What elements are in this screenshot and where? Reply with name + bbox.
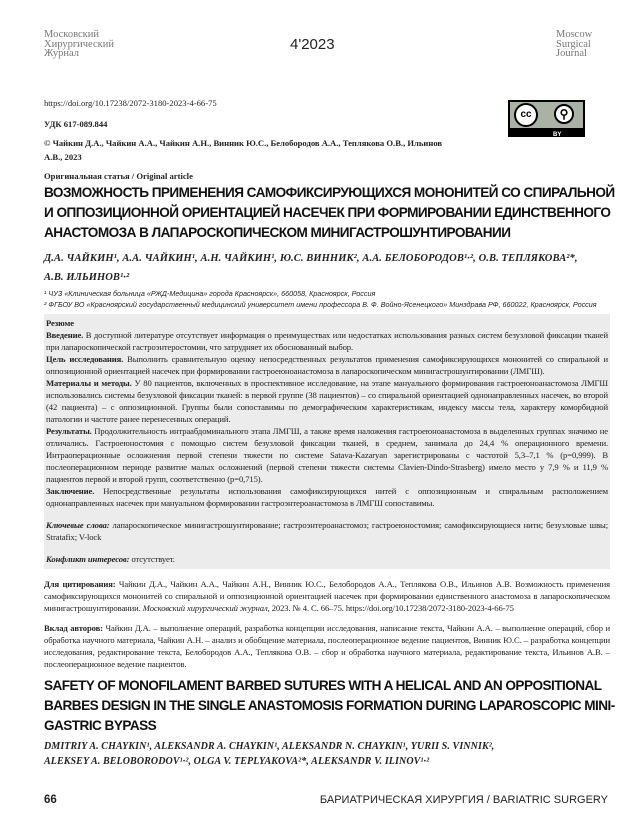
text: 2023. № 4. С. 66–75. https://doi.org/10.17238/2072-3180-2023-4-66-75 (269, 603, 514, 613)
person-icon: ⚲ (554, 104, 574, 124)
label: Результаты. (46, 426, 92, 436)
journal-logo-ru (44, 30, 114, 59)
logo-line: Хирургический (44, 38, 114, 50)
abstract-box (44, 314, 610, 569)
title-line: BARBES DESIGN IN THE SINGLE ANASTOMOSIS FORMATION DURING LAPAROSCOPIC MINI- (44, 698, 615, 713)
label: Цель исследования. (46, 354, 124, 364)
text: Продолжительность интраабдоминального этапа ЛМГШ, а также время наложения гастроеюноанастомоза в выделенных группах значимо не отличались. Гастроеюностомия с помощью систем безузловой фиксации тканей, в среднем, занимала до 24,4 % операционного времени. Интраоперационные осложнения первой степени тяжести по системе Satava-Kazaryan зарегистрированы с частотой 5,3–7,1 % (p=0,999). В послеоперационном периоде развитие малых осложнений (первой степени тяжести системы Clavien-Dindo-Strasberg) имело место у 7,9 % и 11,9 % пациентов первой и второй групп, соответственно (p=0,715). (46, 426, 608, 484)
logo-line: Journal (556, 48, 587, 59)
cc-icon: cc (514, 103, 538, 127)
abstract-methods (46, 377, 608, 425)
title-line: ВОЗМОЖНОСТЬ ПРИМЕНЕНИЯ САМОФИКСИРУЮЩИХСЯ МОНОНИТЕЙ СО СПИРАЛЬНОЙ (44, 185, 615, 200)
title-line: АНАСТОМОЗА В ЛАПАРОСКОПИЧЕСКОМ МИНИГАСТРОШУНТИРОВАНИИ (44, 225, 511, 240)
abstract-conclusion (46, 485, 608, 509)
text: отсутствует. (129, 554, 175, 564)
title-line: GASTRIC BYPASS (44, 718, 157, 733)
label: Для цитирования: (44, 579, 116, 589)
abstract-intro (46, 329, 608, 353)
title-line: И ОППОЗИЦИОННОЙ ОРИЕНТАЦИЕЙ НАСЕЧЕК ПРИ ФОРМИРОВАНИИ ЕДИНСТВЕННОГО (44, 205, 611, 220)
page-number: 66 (44, 794, 57, 806)
title-en (44, 676, 615, 736)
citation (44, 578, 610, 614)
authors-line: ALEKSEY A. BELOBORODOV¹·², OLGA V. TEPLYAKOVA²*, ALEKSANDR V. ILINOV¹·² (44, 756, 430, 767)
doi-link[interactable]: https://doi.org/10.17238/2072-3180-2023-4-66-75 (44, 98, 217, 108)
affiliations (44, 289, 610, 310)
authors-line: А.В. ИЛЬИНОВ¹·² (44, 272, 130, 283)
article-type: Оригинальная статья / Original article (44, 171, 193, 181)
journal-logo-en (556, 30, 592, 59)
section-name: БАРИАТРИЧЕСКАЯ ХИРУРГИЯ / BARIATRIC SURGERY (319, 794, 608, 806)
affiliation: ² ФГБОУ ВО «Красноярский государственный медицинский университет имени профессора В. Ф. Войно-Ясенецкого» Минздрава РФ, 660022, Красноярск, Россия (44, 299, 597, 309)
issue-number: 4'2023 (290, 36, 335, 53)
affiliation: ¹ ЧУЗ «Клиническая больница «РЖД-Медицина» города Красноярск», 660058, Красноярск, Россия (44, 289, 376, 298)
copyright: © Чайкин Д.А., Чайкин А.А., Чайкин А.Н., Винник Ю.С., Белобородов А.А., Теплякова О.В., Ильинов А.В., 2023 (44, 138, 443, 162)
article-body (44, 183, 615, 769)
label: Заключение. (46, 486, 95, 496)
label: Ключевые слова: (46, 520, 110, 530)
text: У 80 пациентов, включенных в проспективное исследование, на этапе мануального формирования гастроеюноанастомоза ЛМГШ использовались системы безузловой фиксации тканей: в первой группе (38 пациентов) – со спиральной ориентацией однонаправленных насечек, во второй (42 пациента) – с оппозиционной. Группы были сопоставимы по демографическим характеристикам, индексу массы тела, характеру коморбидной патологии и частоте ранее перенесенных операций. (46, 378, 608, 424)
by-label: BY (553, 132, 562, 138)
authors-en (44, 739, 610, 769)
logo-line: Moscow (556, 29, 593, 40)
authors-line: DMITRIY A. CHAYKIN¹, ALEKSANDR A. CHAYKIN¹, ALEKSANDR N. CHAYKIN¹, YURII S. VINNIK², (44, 741, 495, 752)
conflict-of-interest (46, 553, 608, 565)
text: Непосредственные результаты использования самофиксирующихся нитей с оппозиционным и спиральным расположением однонаправленных насечек при мануальном формировании гастроэнтероанастомоза в ЛМГШ сопоставимы. (46, 486, 608, 508)
abstract-heading: Резюме (46, 318, 74, 328)
abstract-aim (46, 353, 608, 377)
text: Чайкин Д.А., Чайкин А.А., Чайкин А.Н., Винник Ю.С., Белобородов А.А., Теплякова О.В., Ильинов А.В. Возможность применения самофиксирующихся мононитей со спиральной и оппозиционной ориентацией насечек при формировании единственного анастомоза в лапароскопическом минигастрошунтировании. (44, 579, 610, 613)
authors-ru (44, 249, 610, 287)
abstract-results (46, 425, 608, 485)
author-contribution (44, 622, 610, 670)
keywords (46, 519, 608, 543)
label: Введение. (46, 330, 84, 340)
authors-line: Д.А. ЧАЙКИН¹, А.А. ЧАЙКИН¹, А.Н. ЧАЙКИН¹, Ю.С. ВИННИК², А.А. БЕЛОБОРОДОВ¹·², О.В. ТЕПЛЯКОВА²*, (44, 253, 578, 264)
text: Выполнить сравнительную оценку непосредственных результатов применения самофиксирующихся мононитей со спиральной и оппозиционной ориентацией насечек при формировании гастроеюноанастомоза в лапароскопическом минигастрошунтировании (ЛМГШ). (46, 354, 608, 376)
label: Вклад авторов: (44, 623, 103, 633)
title-ru (44, 183, 615, 243)
cc-by-license-badge[interactable] (508, 100, 585, 137)
journal-name: Московский хирургический журнал, (142, 603, 270, 613)
logo-line: Surgical (556, 38, 591, 50)
text: лапароскопическое минигастрошунтирование; гастроэнтероанастомоз; гастроеюностомия; самофиксирующиеся нити; безузловые швы; Stratafix; V-lock (46, 520, 608, 542)
label: Конфликт интересов: (46, 554, 130, 564)
label: Материалы и методы. (46, 378, 132, 388)
logo-line: Московский (44, 29, 99, 40)
udk: УДК 617-089.844 (44, 119, 108, 129)
text: В доступной литературе отсутствует информация о преимуществах или недостатках использования разных систем безузловой фиксации тканей при лапароскопической гастроэнтеростомии, что затрудняет их обоснованный выбор. (46, 330, 608, 352)
logo-line: Журнал (44, 48, 80, 59)
title-line: SAFETY OF MONOFILAMENT BARBED SUTURES WITH A HELICAL AND AN OPPOSITIONAL (44, 678, 602, 693)
text: Чайкин Д.А. – выполнение операций, разработка концепции исследования, написание текста, Чайкин А.А. – выполнение операций, сбор и обработка научного материала, Чайкин А.Н. – анализ и обобщение материала, послеоперационное ведение пациентов, Винник Ю.С. – разработка концепции исследования, редактирование текста, Белобородов А.А., Теплякова О.В. – сбор и обработка научного материала, редактирование текста, Ильинов А.В. – послеоперационное ведение пациентов. (44, 623, 610, 669)
